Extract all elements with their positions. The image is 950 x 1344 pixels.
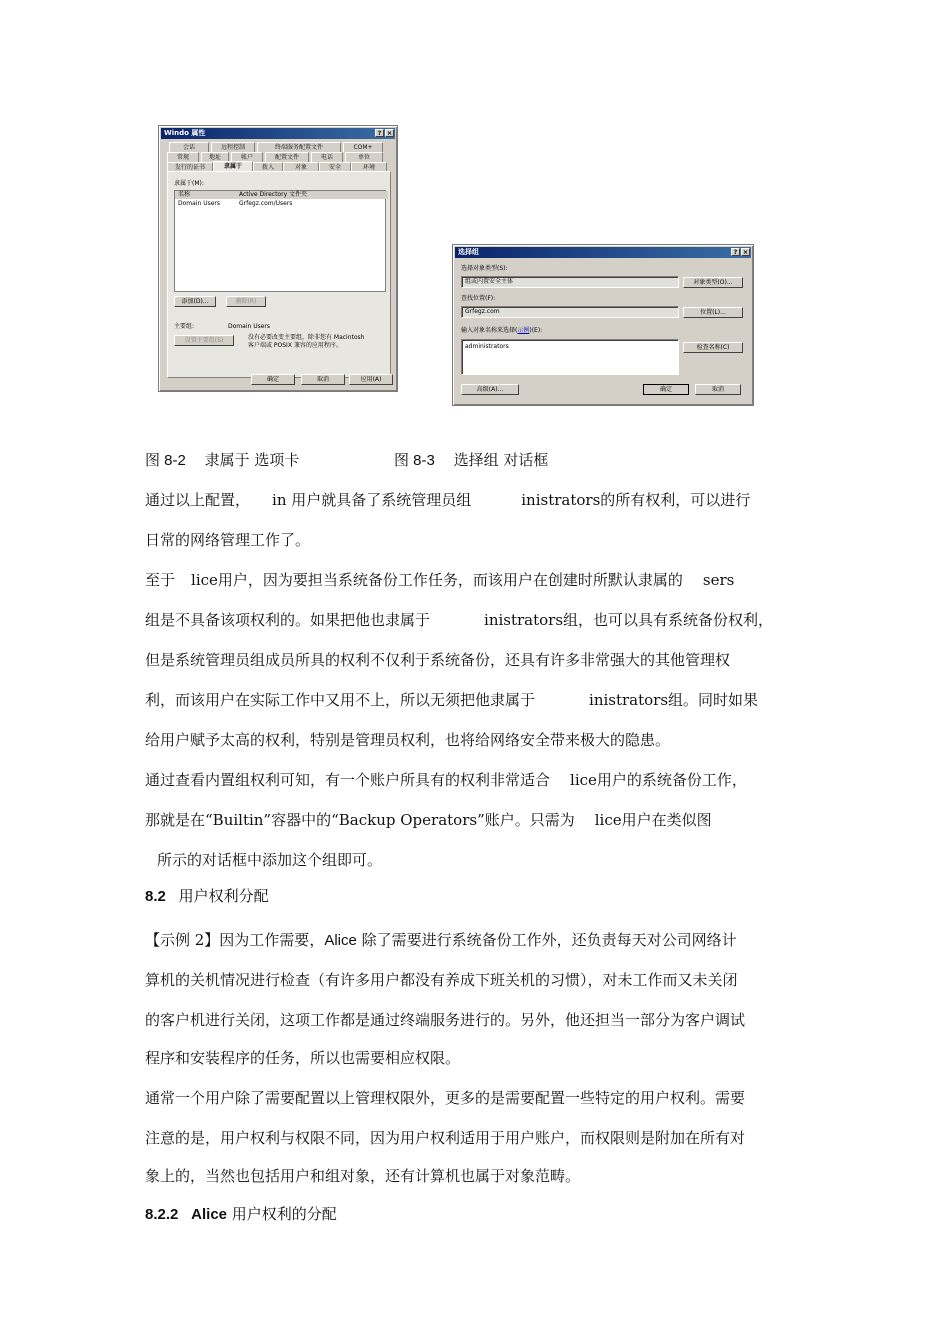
p1-line2: 日常的网络管理工作了。 <box>145 531 311 549</box>
section-title: 用户权利的分配 <box>227 1205 337 1223</box>
tab-organization[interactable]: 单位 <box>345 152 383 162</box>
text: inistrators <box>521 491 601 509</box>
set-primary-group-button[interactable]: 设置主要组(S) <box>174 335 234 346</box>
section-title: 用户权利分配 <box>178 887 269 905</box>
text: inistrators <box>589 691 669 709</box>
list-header-name[interactable]: 名称 <box>175 191 239 199</box>
member-of-list[interactable] <box>174 190 386 292</box>
examples-link[interactable]: 示例 <box>517 327 530 334</box>
primary-group-note-line2: 客户端或 POSIX 兼容的应用程序。 <box>248 342 342 349</box>
object-names-input[interactable]: administrators <box>461 339 679 375</box>
fig1-text: 隶属于 选项卡 <box>204 451 300 469</box>
dialog2-titlebar <box>455 247 751 258</box>
member-of-label: 隶属于(M): <box>174 180 204 187</box>
p2-line5: 给用户赋予太高的权利，特别是管理员权利，也将给网络安全带来极大的隐患。 <box>145 731 671 749</box>
close-icon[interactable]: × <box>742 249 749 256</box>
help-button[interactable]: ? <box>375 129 384 137</box>
fig2-text: 选择组 对话框 <box>453 451 549 469</box>
section-number: 8.2 <box>145 888 166 905</box>
p2-line2 <box>145 610 773 630</box>
fig2-number: 图 8-3 <box>394 452 435 469</box>
help-button[interactable]: ? <box>731 248 740 256</box>
text: 除了需要进行系统备份工作外，还负责每天对公司网络计 <box>356 931 737 949</box>
p2-line3: 但是系统管理员组成员所具的权利不仅利于系统备份，还具有许多非常强大的其他管理权 <box>145 651 731 669</box>
p4-line4: 程序和安装程序的任务，所以也需要相应权限。 <box>145 1049 461 1067</box>
figure-caption-2 <box>394 450 548 471</box>
tab-object[interactable]: 对象 <box>283 162 319 172</box>
p3-line2 <box>145 810 712 830</box>
tab-published-certs[interactable]: 发行的证书 <box>167 162 213 172</box>
user-properties-dialog <box>158 125 398 392</box>
tab-account[interactable]: 帐户 <box>231 152 263 162</box>
p3-line3: 所示的对话框中添加这个组即可。 <box>157 851 383 869</box>
text: lice <box>570 771 597 789</box>
p4-line1 <box>145 930 737 951</box>
primary-group-note-line1: 没有必要改变主要组，除非您有 Macintosh <box>248 334 365 341</box>
select-groups-dialog <box>452 244 754 406</box>
tab-session[interactable]: 会话 <box>169 142 209 152</box>
object-type-field: 组或内置安全主体 <box>461 276 679 288</box>
object-type-label: 选择对象类型(S): <box>461 265 508 272</box>
text: 通过查看内置组权利可知，有一个账户所具有的权利非常适合 <box>145 771 551 789</box>
text: 用户，因为要担当系统备份工作任务，而该用户在创建时所默认隶属的 <box>217 571 683 589</box>
close-icon[interactable]: × <box>386 130 393 137</box>
tab-dial-in[interactable]: 拨入 <box>253 162 283 172</box>
p2-line4 <box>145 690 758 710</box>
enter-names-label-pre: 输入对象名称来选择( <box>461 327 518 334</box>
p1-line1 <box>145 490 750 510</box>
figure-caption-1 <box>145 450 299 471</box>
tab-member-of[interactable]: 隶属于 <box>213 161 253 172</box>
p5-line1: 通常一个用户除了需要配置以上管理权限外，更多的是需要配置一些特定的用户权利。需要 <box>145 1089 746 1107</box>
apply-button[interactable]: 应用(A) <box>349 374 393 385</box>
tab-panel <box>167 171 391 378</box>
check-names-button[interactable]: 检查名称(C) <box>683 342 743 353</box>
text: 组是不具备该项权利的。如果把他也隶属于 <box>145 611 431 629</box>
text: 的所有权利，可以进行 <box>600 491 751 509</box>
tab-security[interactable]: 安全 <box>319 162 351 172</box>
dialog1-titlebar <box>161 128 395 139</box>
section-heading-8-2 <box>145 886 269 907</box>
list-header-folder[interactable]: Active Directory 文件夹 <box>236 191 388 199</box>
p3-line1 <box>145 770 747 790</box>
text: sers <box>702 571 735 589</box>
cancel-button[interactable]: 取消 <box>301 374 345 385</box>
list-cell-folder[interactable]: Grfegz.com/Users <box>239 200 293 207</box>
cancel-button[interactable]: 取消 <box>695 384 741 395</box>
object-types-button[interactable]: 对象类型(O)... <box>683 277 743 288</box>
text: 通过以上配置， <box>145 491 251 509</box>
tab-terminal-services-profile[interactable]: 终端服务配置文件 <box>257 142 341 152</box>
text: 那就是在“Builtin”容器中的“Backup Operators”账户。只需为 <box>145 811 575 829</box>
tab-telephone[interactable]: 电话 <box>311 152 343 162</box>
add-button[interactable]: 添加(D)... <box>174 296 216 307</box>
p4-line2: 算机的关机情况进行检查（有许多用户都没有养成下班关机的习惯），对未工作而又未关闭 <box>145 971 738 989</box>
fig1-number: 图 8-2 <box>145 452 186 469</box>
dialog1-title: Windo 属性 <box>164 129 206 137</box>
p5-line2: 注意的是，用户权利与权限不同，因为用户权利适用于用户账户，而权限则是附加在所有对 <box>145 1129 746 1147</box>
advanced-button[interactable]: 高级(A)... <box>461 384 519 395</box>
list-cell-name[interactable]: Domain Users <box>178 200 220 207</box>
tab-com[interactable]: COM+ <box>343 142 383 152</box>
p5-line3: 象上的，当然也包括用户和组对象，还有计算机也属于对象范畴。 <box>145 1167 581 1185</box>
p4-line3: 的客户机进行关闭，这项工作都是通过终端服务进行的。另外，他还担当一部分为客户调试 <box>145 1011 746 1029</box>
location-label: 查找位置(F): <box>461 295 496 302</box>
ok-button[interactable]: 确定 <box>251 374 295 385</box>
text: in 用户就具备了系统管理员组 <box>272 491 472 509</box>
p2-line1 <box>145 570 734 590</box>
text: 至于 <box>145 571 176 589</box>
section-bold-name: Alice <box>191 1206 228 1223</box>
text: 利，而该用户在实际工作中又用不上，所以无须把他隶属于 <box>145 691 536 709</box>
location-field: Grfegz.com <box>461 306 679 318</box>
section-heading-8-2-2 <box>145 1204 337 1225</box>
text: 组。同时如果 <box>668 691 759 709</box>
text: lice <box>594 811 622 829</box>
enter-names-label-post: )(E): <box>529 327 543 334</box>
section-number: 8.2.2 <box>145 1206 179 1223</box>
text: 【示例 2】因为工作需要， <box>145 931 325 949</box>
dialog2-title: 选择组 <box>458 248 479 256</box>
tab-environment[interactable]: 环境 <box>351 162 387 172</box>
text: inistrators <box>484 611 564 629</box>
text: 用户在类似图 <box>621 811 712 829</box>
locations-button[interactable]: 位置(L)... <box>683 307 743 318</box>
text: 组，也可以具有系统备份权利， <box>563 611 774 629</box>
primary-group-label: 主要组: <box>174 323 195 330</box>
text: lice <box>191 571 218 589</box>
remove-button[interactable]: 删除(R) <box>226 296 266 307</box>
tab-profile[interactable]: 配置文件 <box>265 152 309 162</box>
tab-address[interactable]: 地址 <box>201 152 229 162</box>
primary-group-value: Domain Users <box>228 323 270 330</box>
ok-button[interactable]: 确定 <box>643 384 689 395</box>
tab-general[interactable]: 常规 <box>167 152 199 162</box>
text: 用户的系统备份工作， <box>596 771 747 789</box>
text: Alice <box>324 932 357 949</box>
enter-names-label <box>461 327 542 335</box>
tab-remote-control[interactable]: 远程控制 <box>211 142 255 152</box>
